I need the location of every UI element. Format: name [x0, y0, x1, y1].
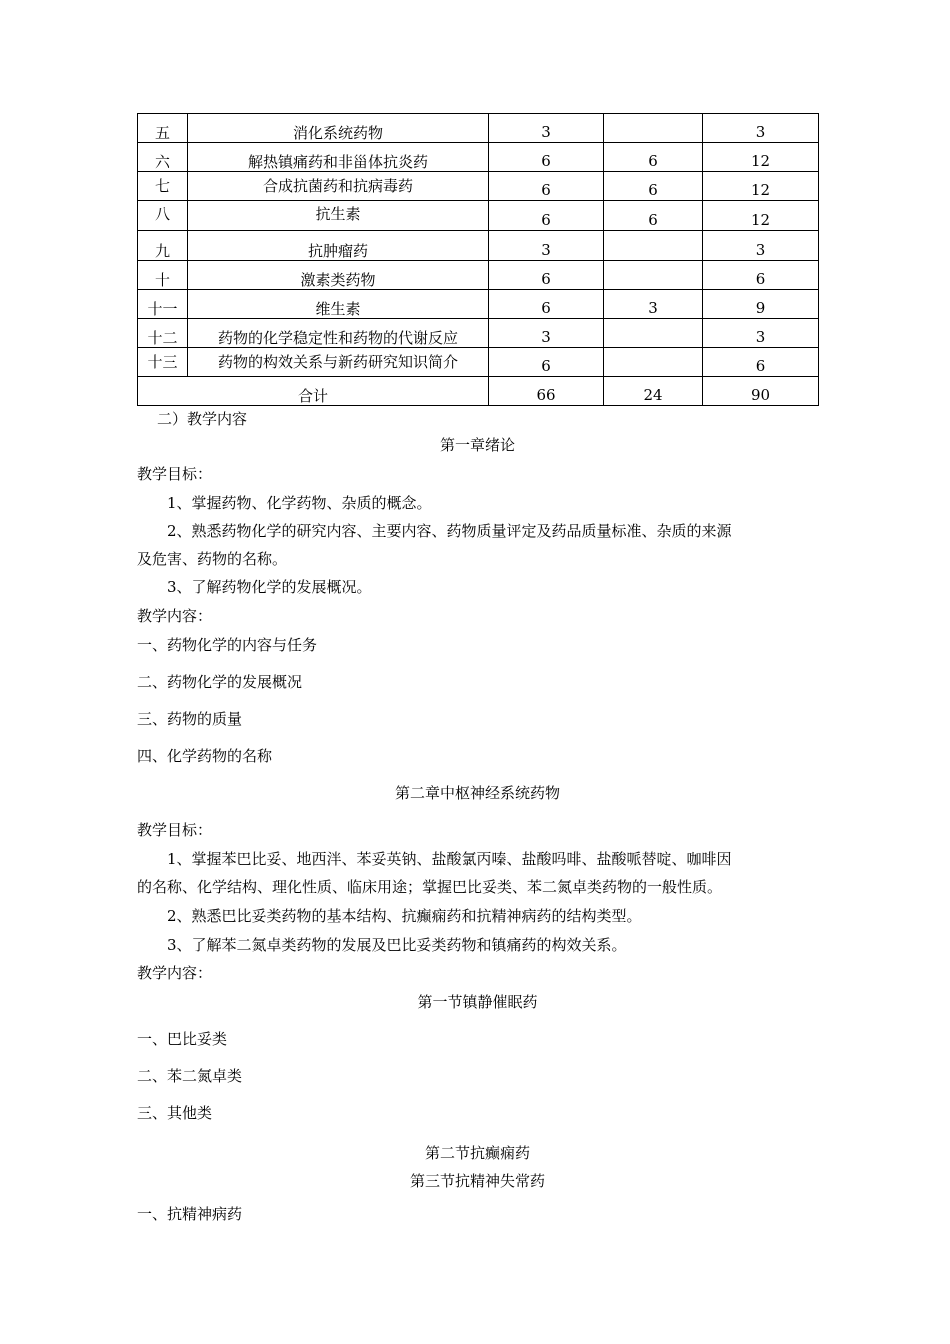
theory-hours-cell: 6	[489, 348, 604, 377]
goal-item: 1、掌握苯巴比妥、地西泮、苯妥英钠、盐酸氯丙嗪、盐酸吗啡、盐酸哌替啶、咖啡因	[167, 850, 732, 868]
total-hours-cell: 3	[703, 319, 819, 348]
chapter-title: 第二章中枢神经系统药物	[394, 784, 560, 802]
chapter-number-cell: 六	[138, 143, 188, 172]
chapter-number-cell: 十	[138, 261, 188, 290]
grand-total-cell: 90	[703, 377, 819, 406]
total-hours-cell: 3	[703, 114, 819, 143]
content-item: 四、化学药物的名称	[137, 747, 273, 765]
table-row	[138, 290, 819, 319]
goals-label: 教学目标：	[137, 821, 213, 839]
chapter-number-cell: 七	[138, 172, 188, 201]
theory-hours-cell: 3	[489, 114, 604, 143]
section-title: 第三节抗精神失常药	[409, 1172, 545, 1190]
theory-hours-cell: 3	[489, 231, 604, 261]
goal-item: 3、了解药物化学的发展概况。	[167, 578, 372, 596]
section-heading: 二）教学内容	[157, 410, 248, 428]
content-item: 二、苯二氮卓类	[137, 1067, 243, 1085]
total-label-cell: 合计	[138, 377, 489, 406]
goals-label: 教学目标：	[137, 465, 213, 483]
practice-hours-cell	[604, 319, 703, 348]
total-hours-cell: 6	[703, 348, 819, 377]
table-row	[138, 143, 819, 172]
section-title: 第二节抗癫痫药	[424, 1144, 530, 1162]
chapter-name-cell: 合成抗菌药和抗病毒药	[188, 172, 489, 201]
goal-item: 的名称、化学结构、理化性质、临床用途；掌握巴比妥类、苯二氮卓类药物的一般性质。	[137, 878, 723, 896]
practice-hours-cell: 6	[604, 143, 703, 172]
table-total-row	[138, 377, 819, 406]
chapter-name-cell: 抗生素	[188, 201, 489, 231]
practice-hours-total-cell: 24	[604, 377, 703, 406]
chapter-name-cell: 维生素	[188, 290, 489, 319]
content-item: 三、药物的质量	[137, 710, 243, 728]
theory-hours-cell: 6	[489, 290, 604, 319]
chapter-name-cell: 消化系统药物	[188, 114, 489, 143]
theory-hours-cell: 6	[489, 261, 604, 290]
table-row	[138, 172, 819, 201]
table-row	[138, 261, 819, 290]
goal-item: 及危害、药物的名称。	[137, 550, 288, 568]
chapter-number-cell: 五	[138, 114, 188, 143]
practice-hours-cell	[604, 348, 703, 377]
practice-hours-cell: 6	[604, 201, 703, 231]
content-item: 二、药物化学的发展概况	[137, 673, 303, 691]
practice-hours-cell	[604, 114, 703, 143]
theory-hours-cell: 3	[489, 319, 604, 348]
theory-hours-cell: 6	[489, 143, 604, 172]
total-hours-cell: 12	[703, 143, 819, 172]
chapter-number-cell: 十二	[138, 319, 188, 348]
course-hours-table	[137, 113, 819, 406]
chapter-name-cell: 解热镇痛药和非甾体抗炎药	[188, 143, 489, 172]
goal-item: 1、掌握药物、化学药物、杂质的概念。	[167, 494, 432, 512]
theory-hours-total-cell: 66	[489, 377, 604, 406]
chapter-name-cell: 抗肿瘤药	[188, 231, 489, 261]
chapter-number-cell: 九	[138, 231, 188, 261]
total-hours-cell: 3	[703, 231, 819, 261]
content-item: 一、抗精神病药	[137, 1205, 243, 1223]
chapter-title: 第一章绪论	[439, 436, 515, 454]
chapter-number-cell: 十一	[138, 290, 188, 319]
chapter-name-cell: 药物的构效关系与新药研究知识简介	[188, 348, 489, 377]
chapter-number-cell: 十三	[138, 348, 188, 377]
theory-hours-cell: 6	[489, 172, 604, 201]
table-row	[138, 201, 819, 231]
content-item: 一、巴比妥类	[137, 1030, 228, 1048]
practice-hours-cell	[604, 261, 703, 290]
total-hours-cell: 9	[703, 290, 819, 319]
chapter-name-cell: 激素类药物	[188, 261, 489, 290]
total-hours-cell: 12	[703, 172, 819, 201]
theory-hours-cell: 6	[489, 201, 604, 231]
goal-item: 2、熟悉巴比妥类药物的基本结构、抗癫痫药和抗精神病药的结构类型。	[167, 907, 642, 925]
table-row	[138, 348, 819, 377]
practice-hours-cell: 3	[604, 290, 703, 319]
content-label: 教学内容：	[137, 964, 213, 982]
table-row	[138, 231, 819, 261]
chapter-number-cell: 八	[138, 201, 188, 231]
goal-item: 2、熟悉药物化学的研究内容、主要内容、药物质量评定及药品质量标准、杂质的来源	[167, 522, 732, 540]
practice-hours-cell	[604, 231, 703, 261]
practice-hours-cell: 6	[604, 172, 703, 201]
section-title: 第一节镇静催眠药	[417, 993, 538, 1011]
content-item: 一、药物化学的内容与任务	[137, 636, 318, 654]
total-hours-cell: 12	[703, 201, 819, 231]
total-hours-cell: 6	[703, 261, 819, 290]
table-row	[138, 114, 819, 143]
content-item: 三、其他类	[137, 1104, 213, 1122]
goal-item: 3、了解苯二氮卓类药物的发展及巴比妥类药物和镇痛药的构效关系。	[167, 936, 627, 954]
table-row	[138, 319, 819, 348]
content-label: 教学内容：	[137, 607, 213, 625]
chapter-name-cell: 药物的化学稳定性和药物的代谢反应	[188, 319, 489, 348]
